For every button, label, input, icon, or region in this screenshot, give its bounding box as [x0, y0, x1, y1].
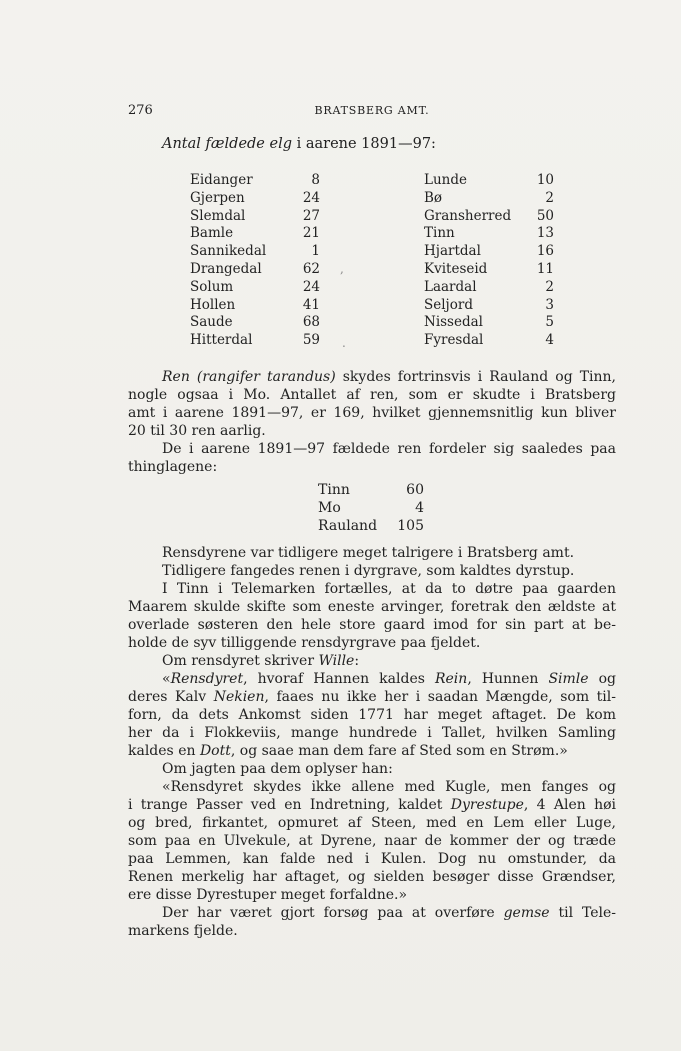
table-row: Slemdal 27 [190, 207, 320, 224]
quote-line: kaldes en Dott, og saae man dem fare af Sted som en Strøm.» [128, 743, 568, 759]
table-row: Eidanger 8 [190, 172, 320, 188]
paragraph-line: Om rensdyret skriver Wille: [162, 653, 360, 669]
running-title: BRATSBERG AMT. [314, 104, 430, 117]
elk-title-rest: i aarene 1891—97: [292, 136, 436, 152]
quote-line: i trange Passer ved en Indretning, kaldet Dyrestupe, 4 Alen høi [128, 797, 616, 813]
paragraph-line: holde de syv tilliggende rensdyrgrave paa fjeldet. [128, 635, 481, 651]
table-row: Tinn 60 [318, 482, 424, 498]
paragraph-line: 20 til 30 ren aarlig. [128, 423, 266, 439]
table-row: Tinn 13 [424, 225, 554, 242]
quote-line: ere disse Dyrestuper meget forfaldne.» [128, 887, 408, 903]
table-row: Laardal 2 [424, 278, 554, 295]
quote-line: «Rensdyret skydes ikke allene med Kugle, men fanges og [162, 779, 616, 795]
table-row: Bø 2 [424, 189, 554, 206]
table-row: Saude 68 [190, 314, 320, 331]
table-row: Bamle 21 [190, 225, 320, 242]
elk-table-left-column [190, 172, 320, 350]
table-row: Lunde 10 [424, 172, 554, 188]
paragraph-line: amt i aarene 1891—97, er 169, hvilket gjennemsnitlig kun bliver [128, 405, 616, 421]
table-row: Hjartdal 16 [424, 243, 554, 260]
quote-line: forn, da dets Ankomst siden 1771 har meget aftaget. De kom [128, 707, 616, 723]
paragraph-line: thinglagene: [128, 459, 218, 475]
history-paragraph-block [128, 544, 616, 940]
quote-line: her da i Flokkeviis, mange hundrede i Tallet, hvilken Samling [128, 725, 616, 741]
paragraph-line: I Tinn i Telemarken fortælles, at da to døtre paa gaarden [162, 581, 616, 597]
paragraph-line: nogle ogsaa i Mo. Antallet af ren, som er skudte i Bratsberg [128, 387, 616, 403]
page-header [128, 103, 616, 121]
paragraph-line: Om jagten paa dem oplyser han: [162, 761, 393, 777]
paragraph-line: markens fjelde. [128, 923, 238, 939]
paragraph-line: Ren (rangifer tarandus) skydes fortrinsvis i Rauland og Tinn, [162, 369, 617, 385]
table-row: Nissedal 5 [424, 314, 554, 331]
paragraph-line: Der har været gjort forsøg paa at overføre gemse til Tele- [162, 905, 616, 921]
table-row: Seljord 3 [424, 296, 554, 313]
paragraph-line: Tidligere fangedes renen i dyrgrave, som kaldtes dyrstup. [162, 563, 575, 579]
table-row: Fyresdal 4 [424, 332, 554, 349]
elk-table-right-column [424, 172, 554, 350]
quote-line: og bred, firkantet, opmuret af Steen, med en Lem eller Luge, [128, 815, 616, 831]
print-speck: . [342, 336, 346, 350]
paragraph-line: De i aarene 1891—97 fældede ren fordeler sig saaledes paa [162, 441, 616, 457]
quote-line: paa Lemmen, kan falde ned i Kulen. Dog nu omstunder, da [128, 851, 616, 867]
quote-line: deres Kalv Nekien, faaes nu ikke her i saadan Mængde, som til- [128, 689, 616, 705]
table-row: Drangedal 62 [190, 260, 320, 277]
reindeer-table [318, 482, 424, 535]
reindeer-paragraph-block [128, 368, 616, 476]
page-number: 276 [128, 103, 153, 118]
paragraph-line: Rensdyrene var tidligere meget talrigere i Bratsberg amt. [162, 545, 575, 561]
table-row: Kviteseid 11 [424, 260, 554, 277]
table-row: Sannikedal 1 [190, 243, 320, 260]
quote-line: som paa en Ulvekule, at Dyrene, naar de kommer der og træde [128, 833, 616, 849]
table-row: Gransherred 50 [424, 207, 554, 224]
table-row: Hitterdal 59 [190, 332, 320, 349]
table-row: Solum 24 [190, 278, 320, 295]
paragraph-line: overlade søsteren den hele store gaard imod for sin part at be- [128, 617, 616, 633]
elk-table-title [162, 136, 602, 152]
quote-line: Renen merkelig har aftaget, og sielden besøger disse Grændser, [128, 869, 616, 885]
table-row: Mo 4 [318, 499, 424, 516]
paragraph-line: Maarem skulde skifte som eneste arvinger, foretrak den ældste at [128, 599, 616, 615]
table-row: Hollen 41 [190, 296, 320, 313]
table-row: Rauland 105 [318, 517, 424, 534]
quote-line: «Rensdyret, hvoraf Hannen kaldes Rein, Hunnen Simle og [162, 671, 616, 687]
table-row: Gjerpen 24 [190, 189, 320, 206]
elk-title-italic: Antal fældede elg [162, 136, 292, 152]
print-speck: , [340, 262, 344, 276]
